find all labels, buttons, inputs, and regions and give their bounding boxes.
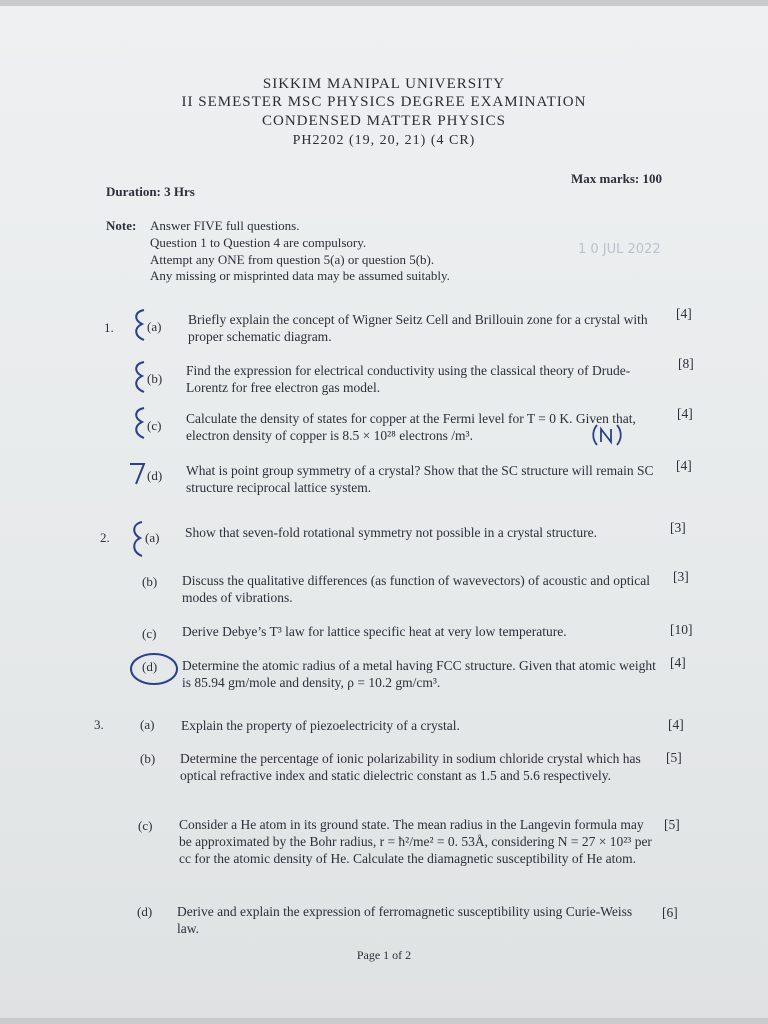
exam-paper <box>0 6 768 1018</box>
part-label: (c) <box>138 818 153 833</box>
course-code: PH2202 (19, 20, 21) (4 CR) <box>292 133 476 148</box>
part-label: (d) <box>137 904 153 919</box>
question-text: Determine the percentage of ionic polarizability in sodium chloride crystal which has optical refractive index and static dielectric constant as 1.5 and 5.6 respectively. <box>180 751 641 783</box>
question-text: Show that seven-fold rotational symmetry not possible in a crystal structure. <box>185 525 598 540</box>
part-label: (c) <box>142 626 157 641</box>
part-label: (d) <box>142 659 158 674</box>
note-line-2: Question 1 to Question 4 are compulsory. <box>150 235 367 250</box>
part-label: (a) <box>147 319 162 334</box>
question-text: Find the expression for electrical conductivity using the classical theory of Drude- Lorentz for free electron gas model. <box>186 363 631 395</box>
part-label: (a) <box>145 530 160 545</box>
marks: [5] <box>664 817 680 832</box>
exam-title: II SEMESTER MSC PHYSICS DEGREE EXAMINATION <box>181 94 587 110</box>
marks: [4] <box>676 458 692 473</box>
university-name: SIKKIM MANIPAL UNIVERSITY <box>262 76 506 92</box>
duration: Duration: 3 Hrs <box>106 184 195 199</box>
note-line-4: Any missing or misprinted data may be assumed suitably. <box>150 268 450 283</box>
handwritten-mark-icon <box>130 404 152 444</box>
max-marks: Max marks: 100 <box>571 171 662 186</box>
marks: [3] <box>673 569 689 584</box>
question-number: 2. <box>100 530 110 545</box>
date-stamp: 1 0 JUL 2022 <box>578 242 661 257</box>
subject-title: CONDENSED MATTER PHYSICS <box>261 113 507 129</box>
question-text: Briefly explain the concept of Wigner Seitz Cell and Brillouin zone for a crystal with proper schematic diagram. <box>188 312 648 344</box>
question-number: 1. <box>104 320 114 335</box>
question-text: Explain the property of piezoelectricity of a crystal. <box>181 718 460 733</box>
marks: [5] <box>666 750 682 765</box>
note-label: Note: <box>106 218 137 233</box>
question-text: What is point group symmetry of a crystal? Show that the SC structure will remain SC structure reciprocal lattice system. <box>186 463 654 495</box>
part-label: (b) <box>142 574 158 589</box>
marks: [4] <box>676 306 692 321</box>
question-text: Calculate the density of states for copper at the Fermi level for T = 0 K. Given that, electron density of copper is 8.5 × 10²⁸ electrons /m³. <box>186 411 636 443</box>
question-text: Derive and explain the expression of ferromagnetic susceptibility using Curie-Weiss law. <box>177 904 633 936</box>
part-label: (c) <box>147 418 162 433</box>
note-line-1: Answer FIVE full questions. <box>150 218 300 233</box>
question-text: Consider a He atom in its ground state. The mean radius in the Langevin formula may be approximated by the Bohr radius, r = ħ²/me² = 0. 53Å, considering N = 27 × 10²³ per cc for the atomic density of He. Calculate the diamagnetic susceptibility of He atom. <box>179 817 652 866</box>
question-text: Discuss the qualitative differences (as function of wavevectors) of acoustic and optical modes of vibrations. <box>182 573 650 605</box>
handwritten-mark-icon <box>130 358 150 398</box>
part-label: (b) <box>140 751 156 766</box>
marks: [4] <box>677 406 693 421</box>
marks: [8] <box>678 356 694 371</box>
marks: [3] <box>670 520 686 535</box>
marks: [10] <box>670 622 693 637</box>
question-text: Derive Debye’s T³ law for lattice specific heat at very low temperature. <box>182 624 567 639</box>
part-label: (d) <box>147 468 163 483</box>
handwritten-n-icon <box>591 422 625 448</box>
part-label: (a) <box>140 717 155 732</box>
circle-mark-icon <box>128 651 180 687</box>
handwritten-mark-icon <box>126 458 150 488</box>
page-footer: Page 1 of 2 <box>356 948 412 962</box>
note-line-3: Attempt any ONE from question 5(a) or question 5(b). <box>150 252 435 267</box>
handwritten-mark-icon <box>130 306 150 346</box>
handwritten-mark-icon <box>128 518 150 562</box>
part-label: (b) <box>147 371 163 386</box>
question-number: 3. <box>94 717 104 732</box>
marks: [6] <box>662 905 678 920</box>
marks: [4] <box>670 655 686 670</box>
question-text: Determine the atomic radius of a metal having FCC structure. Given that atomic weight is 85.94 gm/mole and density, ρ = 10.2 gm/cm³. <box>182 658 656 690</box>
marks: [4] <box>668 717 684 732</box>
